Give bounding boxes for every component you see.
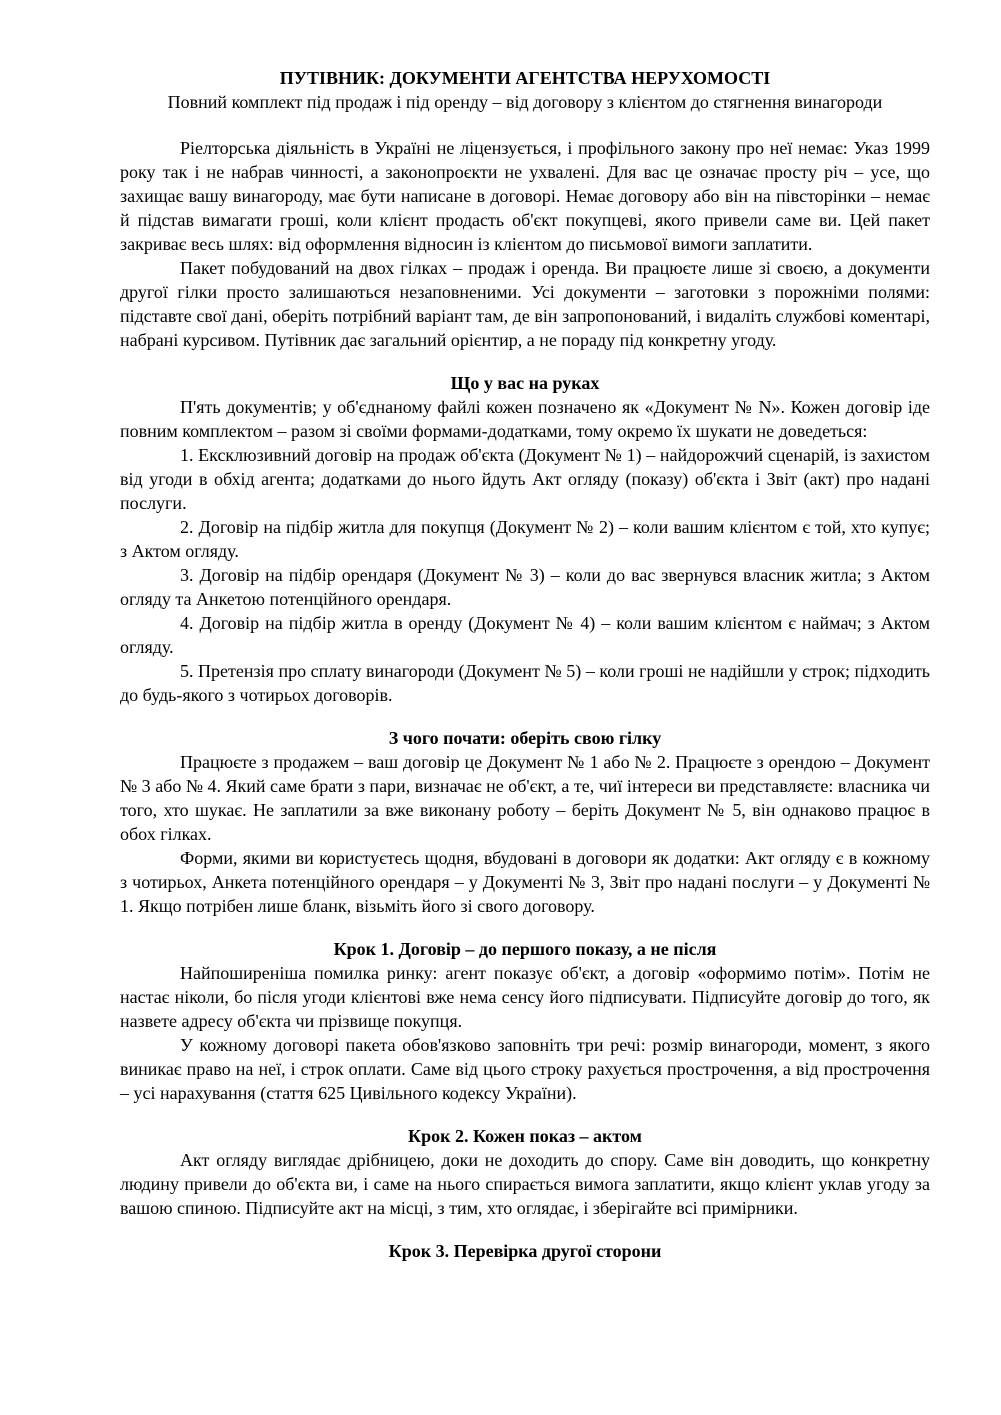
section-heading: Крок 2. Кожен показ – актом [408, 1126, 642, 1146]
section-heading: Що у вас на руках [450, 373, 600, 393]
document-title: ПУТІВНИК: ДОКУМЕНТИ АГЕНТСТВА НЕРУХОМОСТІ [279, 68, 771, 88]
intro-section [120, 136, 930, 352]
document-page [120, 66, 930, 1282]
section-heading: З чого почати: оберіть свою гілку [388, 728, 662, 748]
list-item: 3. Договір на підбір орендаря (Документ № 3) – коли до вас звернувся власник житла; з Актом огляду та Анкетою потенційного орендаря. [120, 565, 930, 609]
section-heading: Крок 3. Перевірка другої сторони [388, 1241, 662, 1261]
section-paragraph: У кожному договорі пакета обов'язково заповніть три речі: розмір винагороди, момент, з якого виникає право на неї, і строк оплати. Саме від цього строку рахується прострочення, а від прострочення – усі нарахування (стаття 625 Цивільного кодексу України). [120, 1035, 930, 1103]
list-item: 4. Договір на підбір житла в оренду (Документ № 4) – коли вашим клієнтом є наймач; з Актом огляду. [120, 613, 930, 657]
section-step-2 [120, 1124, 930, 1220]
list-item: 1. Ексклюзивний договір на продаж об'єкта (Документ № 1) – найдорожчий сценарій, із захистом від угоди в обхід агента; додатками до нього йдуть Акт огляду (показу) об'єкта і Звіт (акт) про надані послуги. [120, 445, 930, 513]
intro-paragraph: Пакет побудований на двох гілках – продаж і оренда. Ви працюєте лише зі своєю, а документи другої гілки просто залишаються незаповненими. Усі документи – заготовки з порожніми полями: підставте свої дані, оберіть потрібний варіант там, де він запропонований, і видаліть службові коментарі, набрані курсивом. Путівник дає загальний орієнтир, а не пораду під конкретну угоду. [120, 258, 930, 350]
section-step-1 [120, 937, 930, 1105]
section-paragraph: Працюєте з продажем – ваш договір це Документ № 1 або № 2. Працюєте з орендою – Документ № 3 або № 4. Який саме брати з пари, визначає не об'єкт, а те, чиї інтереси ви представляєте: власника чи того, хто шукає. Не заплатили за вже виконану роботу – беріть Документ № 5, він однаково працює в обох гілках. [120, 752, 930, 844]
section-documents-on-hand [120, 371, 930, 707]
list-item: 5. Претензія про сплату винагороди (Документ № 5) – коли гроші не надійшли у строк; підходить до будь-якого з чотирьох договорів. [120, 661, 930, 705]
section-paragraph: Акт огляду виглядає дрібницею, доки не доходить до спору. Саме він доводить, що конкретну людину привели до об'єкта ви, і саме на нього спирається вимога заплатити, якщо клієнт уклав угоду за вашою спиною. Підписуйте акт на місці, з тим, хто оглядає, і зберігайте всі примірники. [120, 1150, 930, 1218]
section-choose-branch [120, 726, 930, 918]
intro-paragraph: Ріелторська діяльність в Україні не ліцензується, і профільного закону про неї немає: Указ 1999 року так і не набрав чинності, а законопроєкти не ухвалені. Для вас це означає просту річ – усе, що захищає вашу винагороду, має бути написане в договорі. Немає договору або він на півсторінки – немає й підстав вимагати гроші, коли клієнт продасть об'єкт покупцеві, якого привели саме ви. Цей пакет закриває весь шлях: від оформлення відносин із клієнтом до письмової вимоги заплатити. [120, 138, 930, 254]
section-heading: Крок 1. Договір – до першого показу, а не після [333, 939, 717, 959]
document-subtitle: Повний комплект під продаж і під оренду – від договору з клієнтом до стягнення винагороди [167, 92, 883, 112]
section-paragraph: П'ять документів; у об'єднаному файлі кожен позначено як «Документ № N». Кожен договір іде повним комплектом – разом зі своїми формами-додатками, тому окремо їх шукати не доведеться: [120, 397, 930, 441]
section-paragraph: Форми, якими ви користуєтесь щодня, вбудовані в договори як додатки: Акт огляду є в кожному з чотирьох, Анкета потенційного орендаря – у Документі № 3, Звіт про надані послуги – у Документі № 1. Якщо потрібен лише бланк, візьміть його зі свого договору. [120, 848, 930, 916]
section-step-3 [120, 1239, 930, 1263]
list-item: 2. Договір на підбір житла для покупця (Документ № 2) – коли вашим клієнтом є той, хто купує; з Актом огляду. [120, 517, 930, 561]
section-paragraph: Найпоширеніша помилка ринку: агент показує об'єкт, а договір «оформимо потім». Потім не настає ніколи, бо після угоди клієнтові вже нема сенсу його підписувати. Підписуйте договір до того, як назвете адресу об'єкта чи прізвище покупця. [120, 963, 930, 1031]
